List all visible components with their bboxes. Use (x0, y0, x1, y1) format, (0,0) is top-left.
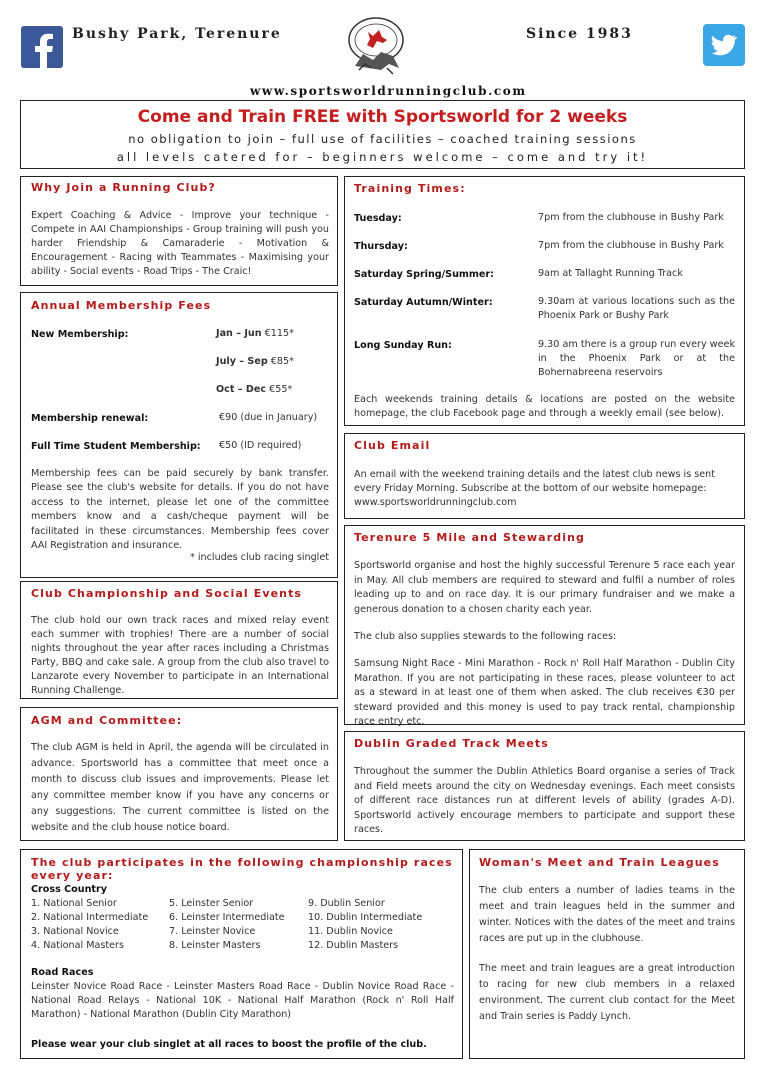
membership-title: Annual Membership Fees (31, 299, 212, 312)
club-email-title: Club Email (354, 439, 431, 452)
training-note: Each weekends training details & locations are posted on the website homepage, the club Facebook page and through a weekly email (see below). (354, 394, 735, 419)
why-join-text: Expert Coaching & Advice - Improve your technique - Compete in AAI Championships - Group training will push you harder Friendship & Camaraderie - Motivation & Encouragement - Racing with Teammates - Maximising your ability - Social events - Road Trips - The Craic! (31, 210, 329, 277)
championship-races-footer: Please wear your club singlet at all races to boost the profile of the club. (31, 1039, 427, 1050)
header-since: Since 1983 (526, 26, 633, 42)
womens-leagues-text-1: The club enters a number of ladies teams in the meet and train leagues held in the summer and winter. Notices with the dates of the meet and trains races are put up in the clubhouse. (479, 885, 735, 944)
list-item: 7. Leinster Novice (169, 926, 256, 937)
training-detail: 7pm from the clubhouse in Bushy Park (538, 240, 724, 251)
training-detail: 9.30am at various locations such as the Phoenix Park or Bushy Park (538, 296, 735, 321)
why-join-box (20, 176, 338, 286)
fee-row: Oct – Dec €55* (216, 384, 293, 395)
facebook-icon[interactable] (21, 26, 63, 68)
training-times-box (344, 176, 745, 426)
womens-leagues-box (469, 849, 745, 1059)
list-item: 8. Leinster Masters (169, 940, 261, 951)
dublin-track-title: Dublin Graded Track Meets (354, 737, 549, 750)
terenure-text-1: Sportsworld organise and host the highly successful Terenure 5 race each year in May. All club members are required to steward and fulfil a number of roles leading up to and on race day. It is our primary fundraiser and we make a generous donation to a chosen charity each year. (354, 560, 735, 615)
fee-row: Jan – Jun €115* (216, 328, 294, 339)
list-item: 10. Dublin Intermediate (308, 912, 423, 923)
training-day: Tuesday: (354, 213, 402, 224)
race-list-col-3 (308, 897, 422, 953)
club-email-box (344, 433, 745, 519)
club-email-text: An email with the weekend training details and the latest club news is sent every Friday Morning. Subscribe at the bottom of our website homepage: www.sportsworldrunningclub.com (354, 469, 716, 508)
banner-line-2: all levels catered for – beginners welcome – come and try it! (116, 150, 649, 164)
training-day: Saturday Autumn/Winter: (354, 297, 493, 308)
championship-races-box (20, 849, 463, 1059)
training-day: Long Sunday Run: (354, 340, 452, 351)
race-list-col-1 (31, 897, 148, 953)
list-item: 9. Dublin Senior (308, 898, 385, 909)
womens-leagues-title: Woman's Meet and Train Leagues (479, 856, 720, 869)
free-training-banner (20, 100, 745, 169)
terenure-box (344, 525, 745, 725)
training-detail: 9.30 am there is a group run every week in the Phoenix Park or at the Bohernabreena reservoirs (538, 339, 735, 378)
list-item: 2. National Intermediate (31, 912, 149, 923)
membership-box (20, 292, 338, 578)
list-item: 11. Dublin Novice (308, 926, 393, 937)
road-races-title: Road Races (31, 967, 94, 978)
terenure-text-3: Samsung Night Race - Mini Marathon - Rock n' Roll Half Marathon - Dublin City Marathon. If you are not participating in these races, please volunteer to act as a steward in at least one of them when asked. The club receives €30 per steward provided and this money is used to pay track rental, championship race entry etc. (354, 658, 735, 727)
agm-box (20, 707, 338, 841)
twitter-icon[interactable] (703, 24, 745, 66)
training-times-title: Training Times: (354, 182, 466, 195)
why-join-title: Why Join a Running Club? (31, 181, 216, 194)
renewal-label: Membership renewal: (31, 413, 149, 424)
student-value: €50 (ID required) (219, 440, 302, 451)
agm-title: AGM and Committee: (31, 714, 183, 727)
banner-title: Come and Train FREE with Sportsworld for 2 weeks (137, 107, 628, 127)
list-item: 5. Leinster Senior (169, 898, 254, 909)
club-logo (341, 14, 411, 82)
terenure-title: Terenure 5 Mile and Stewarding (354, 531, 585, 544)
agm-text: The club AGM is held in April, the agenda will be circulated in advance. Sportsworld has a committee that meet once a month to discuss club issues and improvements. Please let any committee member know if you have any concerns or any suggestions. The current committee is listed on the website and the club house notice board. (31, 742, 329, 833)
road-races-text: Leinster Novice Road Race - Leinster Masters Road Race - Dublin Novice Road Race - National Road Relays - National 10K - National Half Marathon (Rock n' Roll Half Marathon) - National Marathon (Dublin City Marathon) (31, 981, 454, 1020)
cross-country-title: Cross Country (31, 884, 107, 895)
membership-footnote: * includes club racing singlet (190, 552, 329, 563)
terenure-text-2: The club also supplies stewards to the following races: (354, 631, 617, 642)
list-item: 1. National Senior (31, 898, 117, 909)
list-item: 3. National Novice (31, 926, 119, 937)
list-item: 4. National Masters (31, 940, 124, 951)
training-day: Saturday Spring/Summer: (354, 269, 494, 280)
list-item: 12. Dublin Masters (308, 940, 399, 951)
list-item: 6. Leinster Intermediate (169, 912, 285, 923)
header-website-link[interactable]: www.sportsworldrunningclub.com (250, 84, 527, 98)
header-location: Bushy Park, Terenure (72, 26, 282, 42)
training-detail: 7pm from the clubhouse in Bushy Park (538, 212, 724, 223)
training-day: Thursday: (354, 241, 408, 252)
championship-social-box (20, 581, 338, 699)
championship-races-title: The club participates in the following championship races every year: (31, 856, 453, 882)
championship-social-title: Club Championship and Social Events (31, 587, 303, 600)
race-list-col-2 (169, 897, 285, 953)
renewal-value: €90 (due in January) (219, 412, 318, 423)
student-label: Full Time Student Membership: (31, 441, 201, 452)
dublin-track-text: Throughout the summer the Dublin Athletics Board organise a series of Track and Field meets around the city on Wednesday evenings. Each meet consists of different race distances run at different levels of ability (grades A-D). Sportsworld actively encourage members to participate and support these races. (354, 766, 735, 835)
womens-leagues-text-2: The meet and train leagues are a great introduction to racing for new club members in a relaxed environment. The current club contact for the Meet and Train series is Paddy Lynch. (479, 963, 735, 1022)
championship-social-text: The club hold our own track races and mixed relay event each summer with trophies! There are a number of social nights throughout the year after races including a Christmas Party, BBQ and cake sale. A group from the club also travel to Lanzarote every November to participate in an International Running Challenge. (31, 615, 329, 696)
new-membership-label: New Membership: (31, 329, 129, 340)
membership-payment-text: Membership fees can be paid securely by bank transfer. Please see the club's website for details. If you do not have access to the internet, please let one of the committee members know and a cash/cheque payment will be facilitated in these circumstances. Membership fees cover AAI Registration and insurance. (31, 468, 329, 552)
fee-row: July – Sep €85* (216, 356, 294, 367)
dublin-track-box (344, 731, 745, 841)
banner-line-1: no obligation to join – full use of facilities – coached training sessions (128, 132, 637, 146)
training-detail: 9am at Tallaght Running Track (538, 268, 683, 279)
